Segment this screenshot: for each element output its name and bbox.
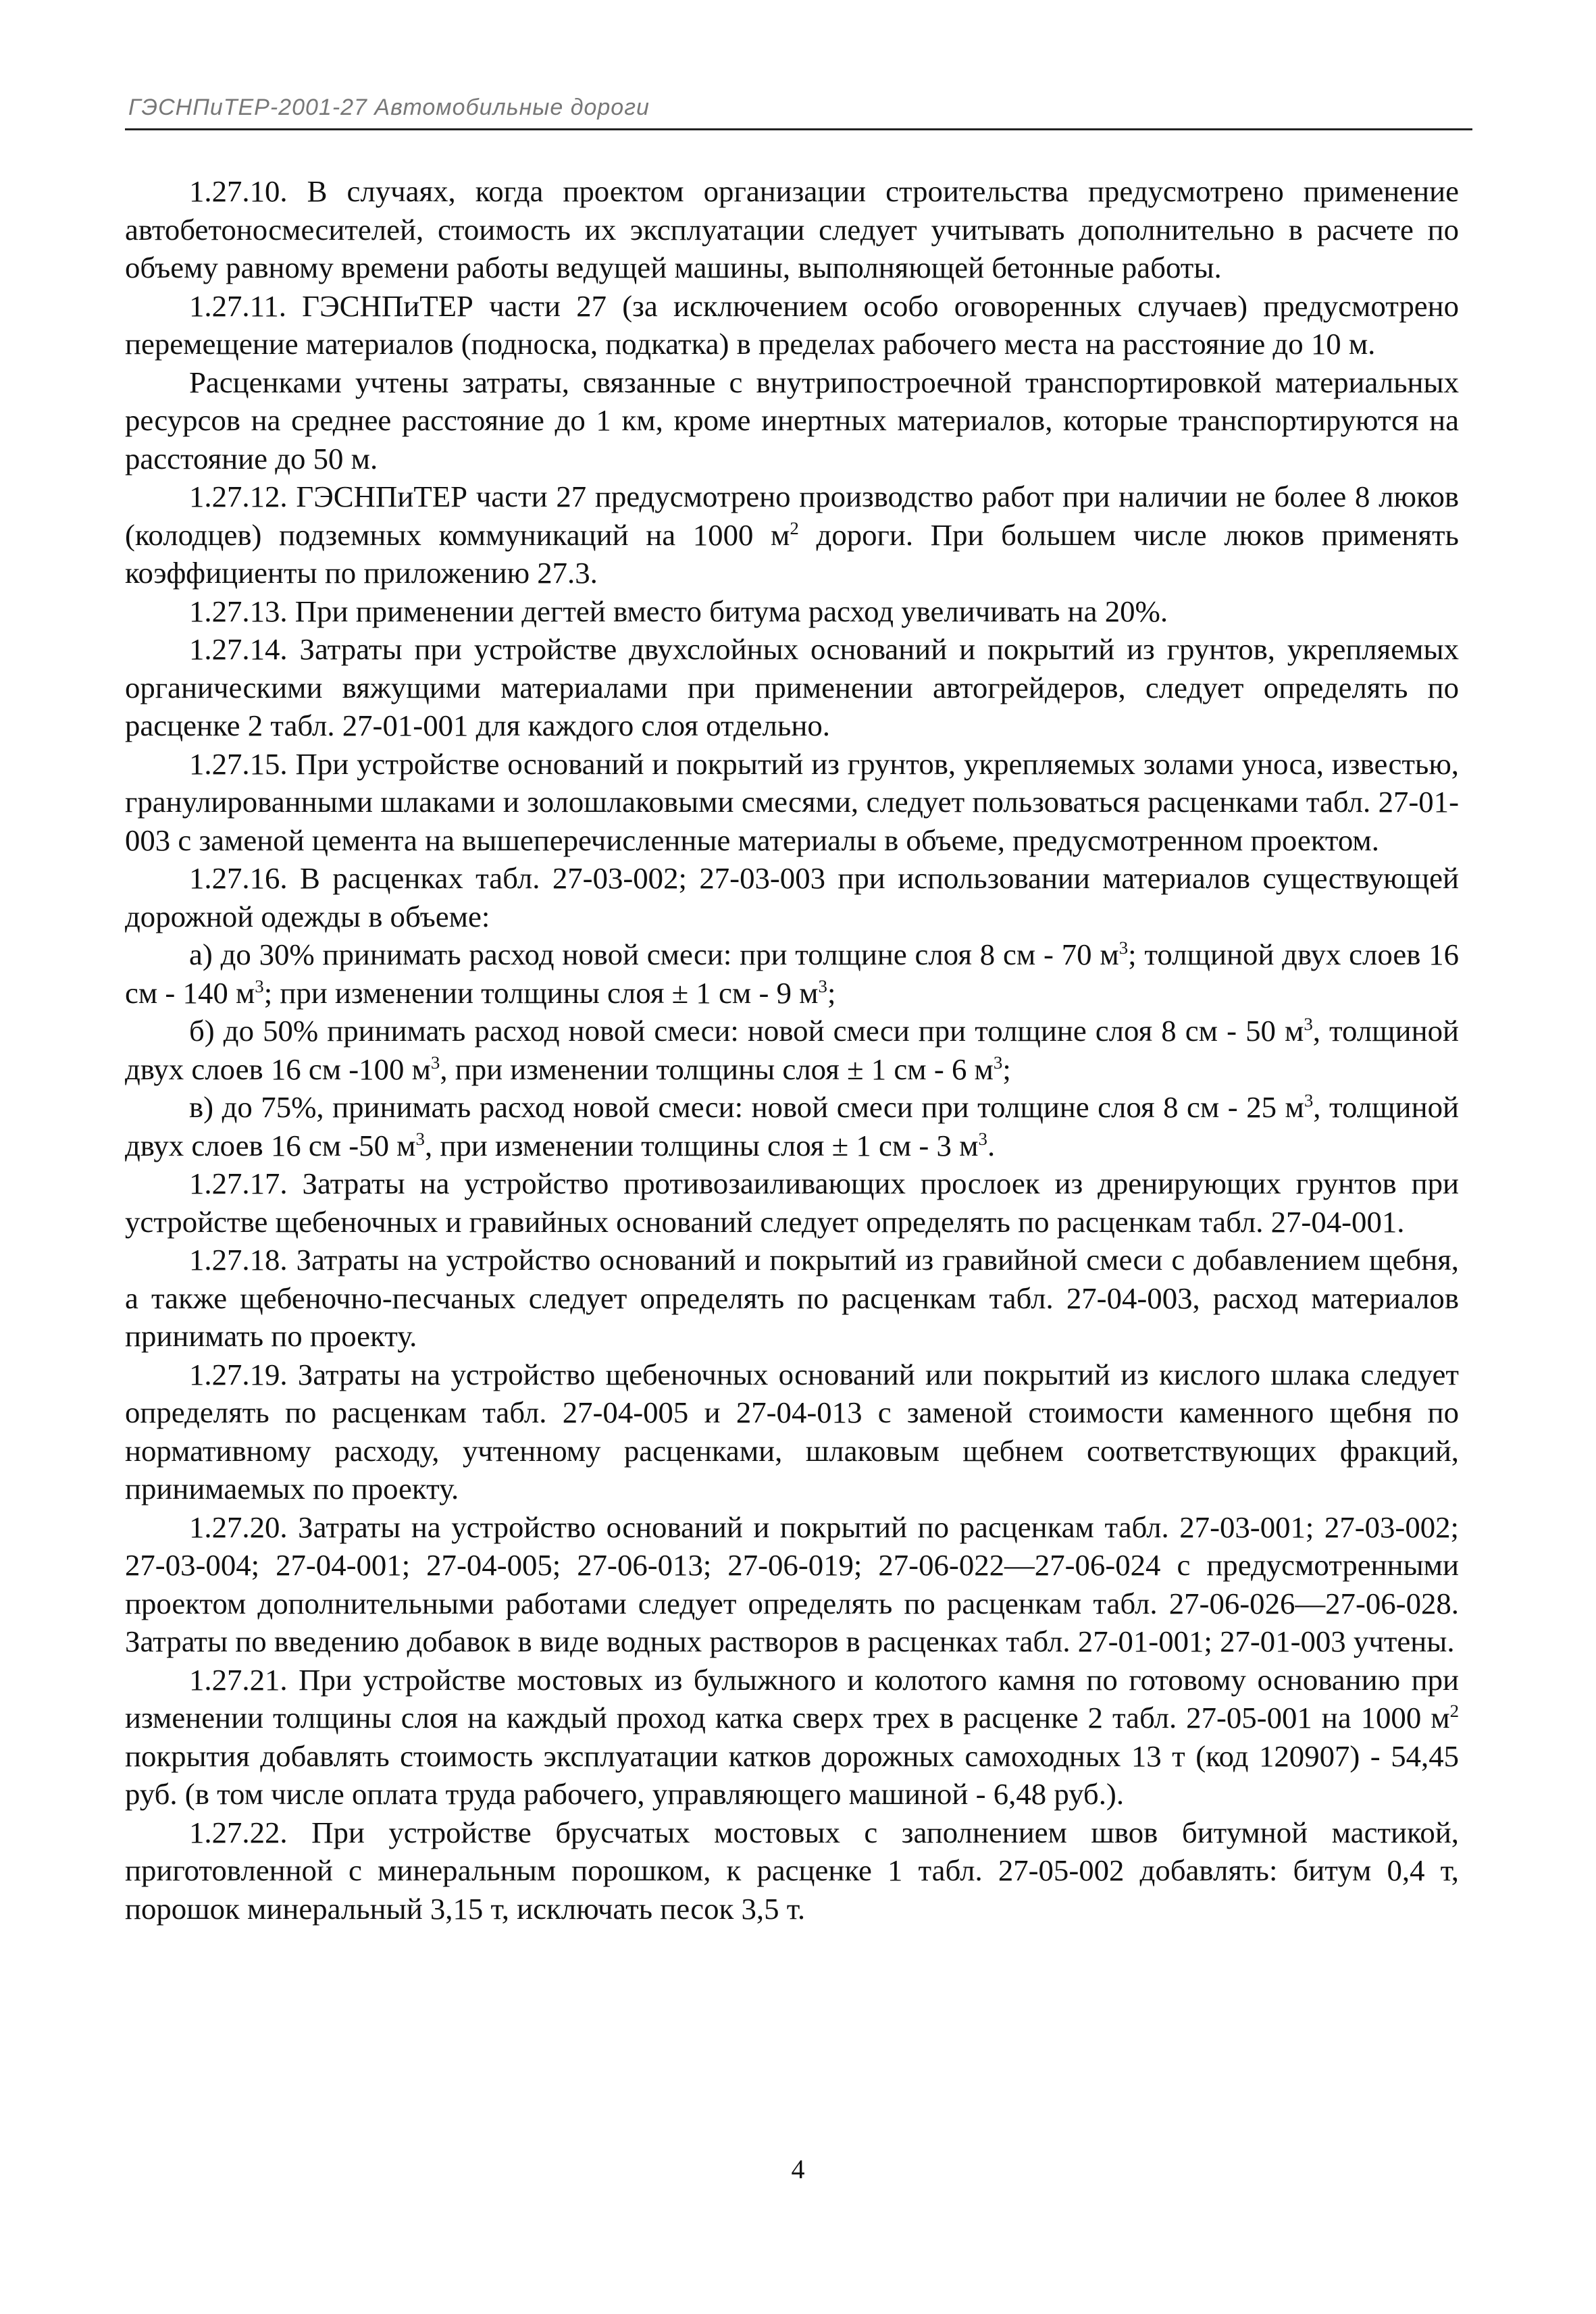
paragraph-text: 1.27.13. При применении дегтей вместо битума расход увеличивать на 20%. [189, 594, 1168, 628]
page-number: 4 [791, 2154, 805, 2184]
paragraph-text: 1.27.15. При устройстве оснований и покрытий из грунтов, укрепляемых золами уноса, известью, гранулированными шлаками и золошлаковыми смесями, следует пользоваться расценками табл. 27-01-003 с заменой цемента на вышеперечисленные материалы в объеме, предусмотренном проектом. [125, 746, 1459, 857]
paragraph-text: 1.27.22. При устройстве брусчатых мостовых с заполнением швов битумной мастикой, приготовленной с минеральным порошком, к расценке 1 табл. 27-05-002 добавлять: битум 0,4 т, порошок минеральный 3,15 т, исключать песок 3,5 т. [125, 1815, 1459, 1926]
paragraph [125, 172, 1459, 287]
paragraph [125, 1356, 1459, 1508]
superscript: 2 [1449, 1701, 1459, 1722]
paragraph [125, 1661, 1459, 1814]
superscript: 3 [993, 1052, 1003, 1073]
paragraph [125, 1012, 1459, 1088]
paragraph-text: , толщиной двух слоев 16 см -100 м [125, 1014, 1459, 1086]
paragraph-text: 1.27.17. Затраты на устройство противозаиливающих прослоек из дренирующих грунтов при устройстве щебеночных и гравийных оснований следует определять по расценкам табл. 27-04-001. [125, 1166, 1459, 1239]
paragraph-text: ; при изменении толщины слоя ± 1 см - 9 м [263, 975, 819, 1010]
superscript: 3 [818, 975, 827, 996]
paragraph-text: 1.27.20. Затраты на устройство оснований и покрытий по расценкам табл. 27-03-001; 27-03-002; 27-03-004; 27-04-001; 27-04-005; 27-06-013; 27-06-019; 27-06-022—27-06-024 с предусмотренными проектом дополнительными работами следует определять по расценкам табл. 27-06-026—27-06-028. Затраты по введению добавок в виде водных растворов в расценках табл. 27-01-001; 27-01-003 учтены. [125, 1510, 1459, 1658]
body-text [125, 172, 1459, 1928]
paragraph-text: 1.27.18. Затраты на устройство оснований и покрытий из гравийной смеси с добавлением щебня, а также щебеночно-песчаных следует определять по расценкам табл. 27-04-003, расход материалов принимать по проекту. [125, 1243, 1459, 1353]
paragraph-text: дороги. При большем числе люков применять коэффициенты по приложению 27.3. [125, 517, 1459, 590]
paragraph [125, 592, 1459, 631]
paragraph [125, 1088, 1459, 1164]
superscript: 3 [415, 1128, 425, 1149]
paragraph-text: 1.27.14. Затраты при устройстве двухслойных оснований и покрытий из грунтов, укрепляемых органическими вяжущими материалами при применении автогрейдеров, следует определять по расценке 2 табл. 27-01-001 для каждого слоя отдельно. [125, 632, 1459, 742]
paragraph-text: ; толщиной двух слоев 16 см - 140 м [125, 937, 1459, 1010]
superscript: 3 [430, 1052, 440, 1073]
paragraph-text: а) до 30% принимать расход новой смеси: при толщине слоя 8 см - 70 м [189, 937, 1119, 971]
paragraph-text: , при изменении толщины слоя ± 1 см - 6 м [440, 1052, 994, 1086]
header-rule [125, 128, 1472, 130]
superscript: 3 [255, 975, 264, 996]
paragraph [125, 859, 1459, 935]
paragraph-text: . [987, 1128, 996, 1162]
paragraph-text: покрытия добавлять стоимость эксплуатации катков дорожных самоходных 13 т (код 120907) - 54,45 руб. (в том числе оплата труда рабочего, управляющего машиной - 6,48 руб.). [125, 1739, 1459, 1811]
running-header: ГЭСНПиТЕР-2001-27 Автомобильные дороги [128, 95, 650, 120]
paragraph-text: 1.27.12. ГЭСНПиТЕР части 27 предусмотрено производство работ при наличии не более 8 люков (колодцев) подземных коммуникаций на 1000 м [125, 480, 1459, 552]
paragraph-text: Расценками учтены затраты, связанные с внутрипостроечной транспортировкой материальных ресурсов на среднее расстояние до 1 км, кроме инертных материалов, которые транспортируются на расстояние до 50 м. [125, 365, 1459, 475]
paragraph-text: 1.27.19. Затраты на устройство щебеночных оснований или покрытий из кислого шлака следует определять по расценкам табл. 27-04-005 и 27-04-013 с заменой стоимости каменного щебня по нормативному расходу, учтенному расценками, шлаковым щебнем соответствующих фракций, принимаемых по проекту. [125, 1357, 1459, 1506]
paragraph [125, 745, 1459, 860]
superscript: 3 [1304, 1014, 1313, 1035]
paragraph [125, 478, 1459, 592]
paragraph-text: , толщиной двух слоев 16 см -50 м [125, 1090, 1459, 1162]
paragraph-text: , при изменении толщины слоя ± 1 см - 3 м [424, 1128, 979, 1162]
paragraph-text: б) до 50% принимать расход новой смеси: новой смеси при толщине слоя 8 см - 50 м [189, 1014, 1304, 1048]
paragraph-text: ; [1002, 1052, 1011, 1086]
superscript: 3 [1118, 937, 1129, 958]
superscript: 3 [1304, 1090, 1314, 1111]
paragraph [125, 363, 1459, 478]
paragraph [125, 630, 1459, 745]
paragraph [125, 1241, 1459, 1356]
paragraph [125, 1814, 1459, 1928]
paragraph-text: 1.27.11. ГЭСНПиТЕР части 27 (за исключением особо оговоренных случаев) предусмотрено перемещение материалов (подноска, подкатка) в пределах рабочего места на расстояние до 10 м. [125, 288, 1459, 361]
superscript: 3 [978, 1128, 987, 1149]
paragraph-text: в) до 75%, принимать расход новой смеси: новой смеси при толщине слоя 8 см - 25 м [189, 1090, 1304, 1124]
paragraph [125, 935, 1459, 1012]
paragraph [125, 1508, 1459, 1661]
paragraph-text: 1.27.10. В случаях, когда проектом организации строительства предусмотрено применение автобетоносмесителей, стоимость их эксплуатации следует учитывать дополнительно в расчете по объему равному времени работы ведущей машины, выполняющей бетонные работы. [125, 174, 1459, 284]
paragraph [125, 1164, 1459, 1241]
superscript: 2 [790, 517, 799, 538]
paragraph [125, 287, 1459, 363]
paragraph-text: ; [827, 975, 836, 1010]
paragraph-text: 1.27.16. В расценках табл. 27-03-002; 27-03-003 при использовании материалов существующей дорожной одежды в объеме: [125, 861, 1459, 933]
paragraph-text: 1.27.21. При устройстве мостовых из булыжного и колотого камня по готовому основанию при изменении толщины слоя на каждый проход катка сверх трех в расценке 2 табл. 27-05-001 на 1000 м [125, 1662, 1459, 1734]
